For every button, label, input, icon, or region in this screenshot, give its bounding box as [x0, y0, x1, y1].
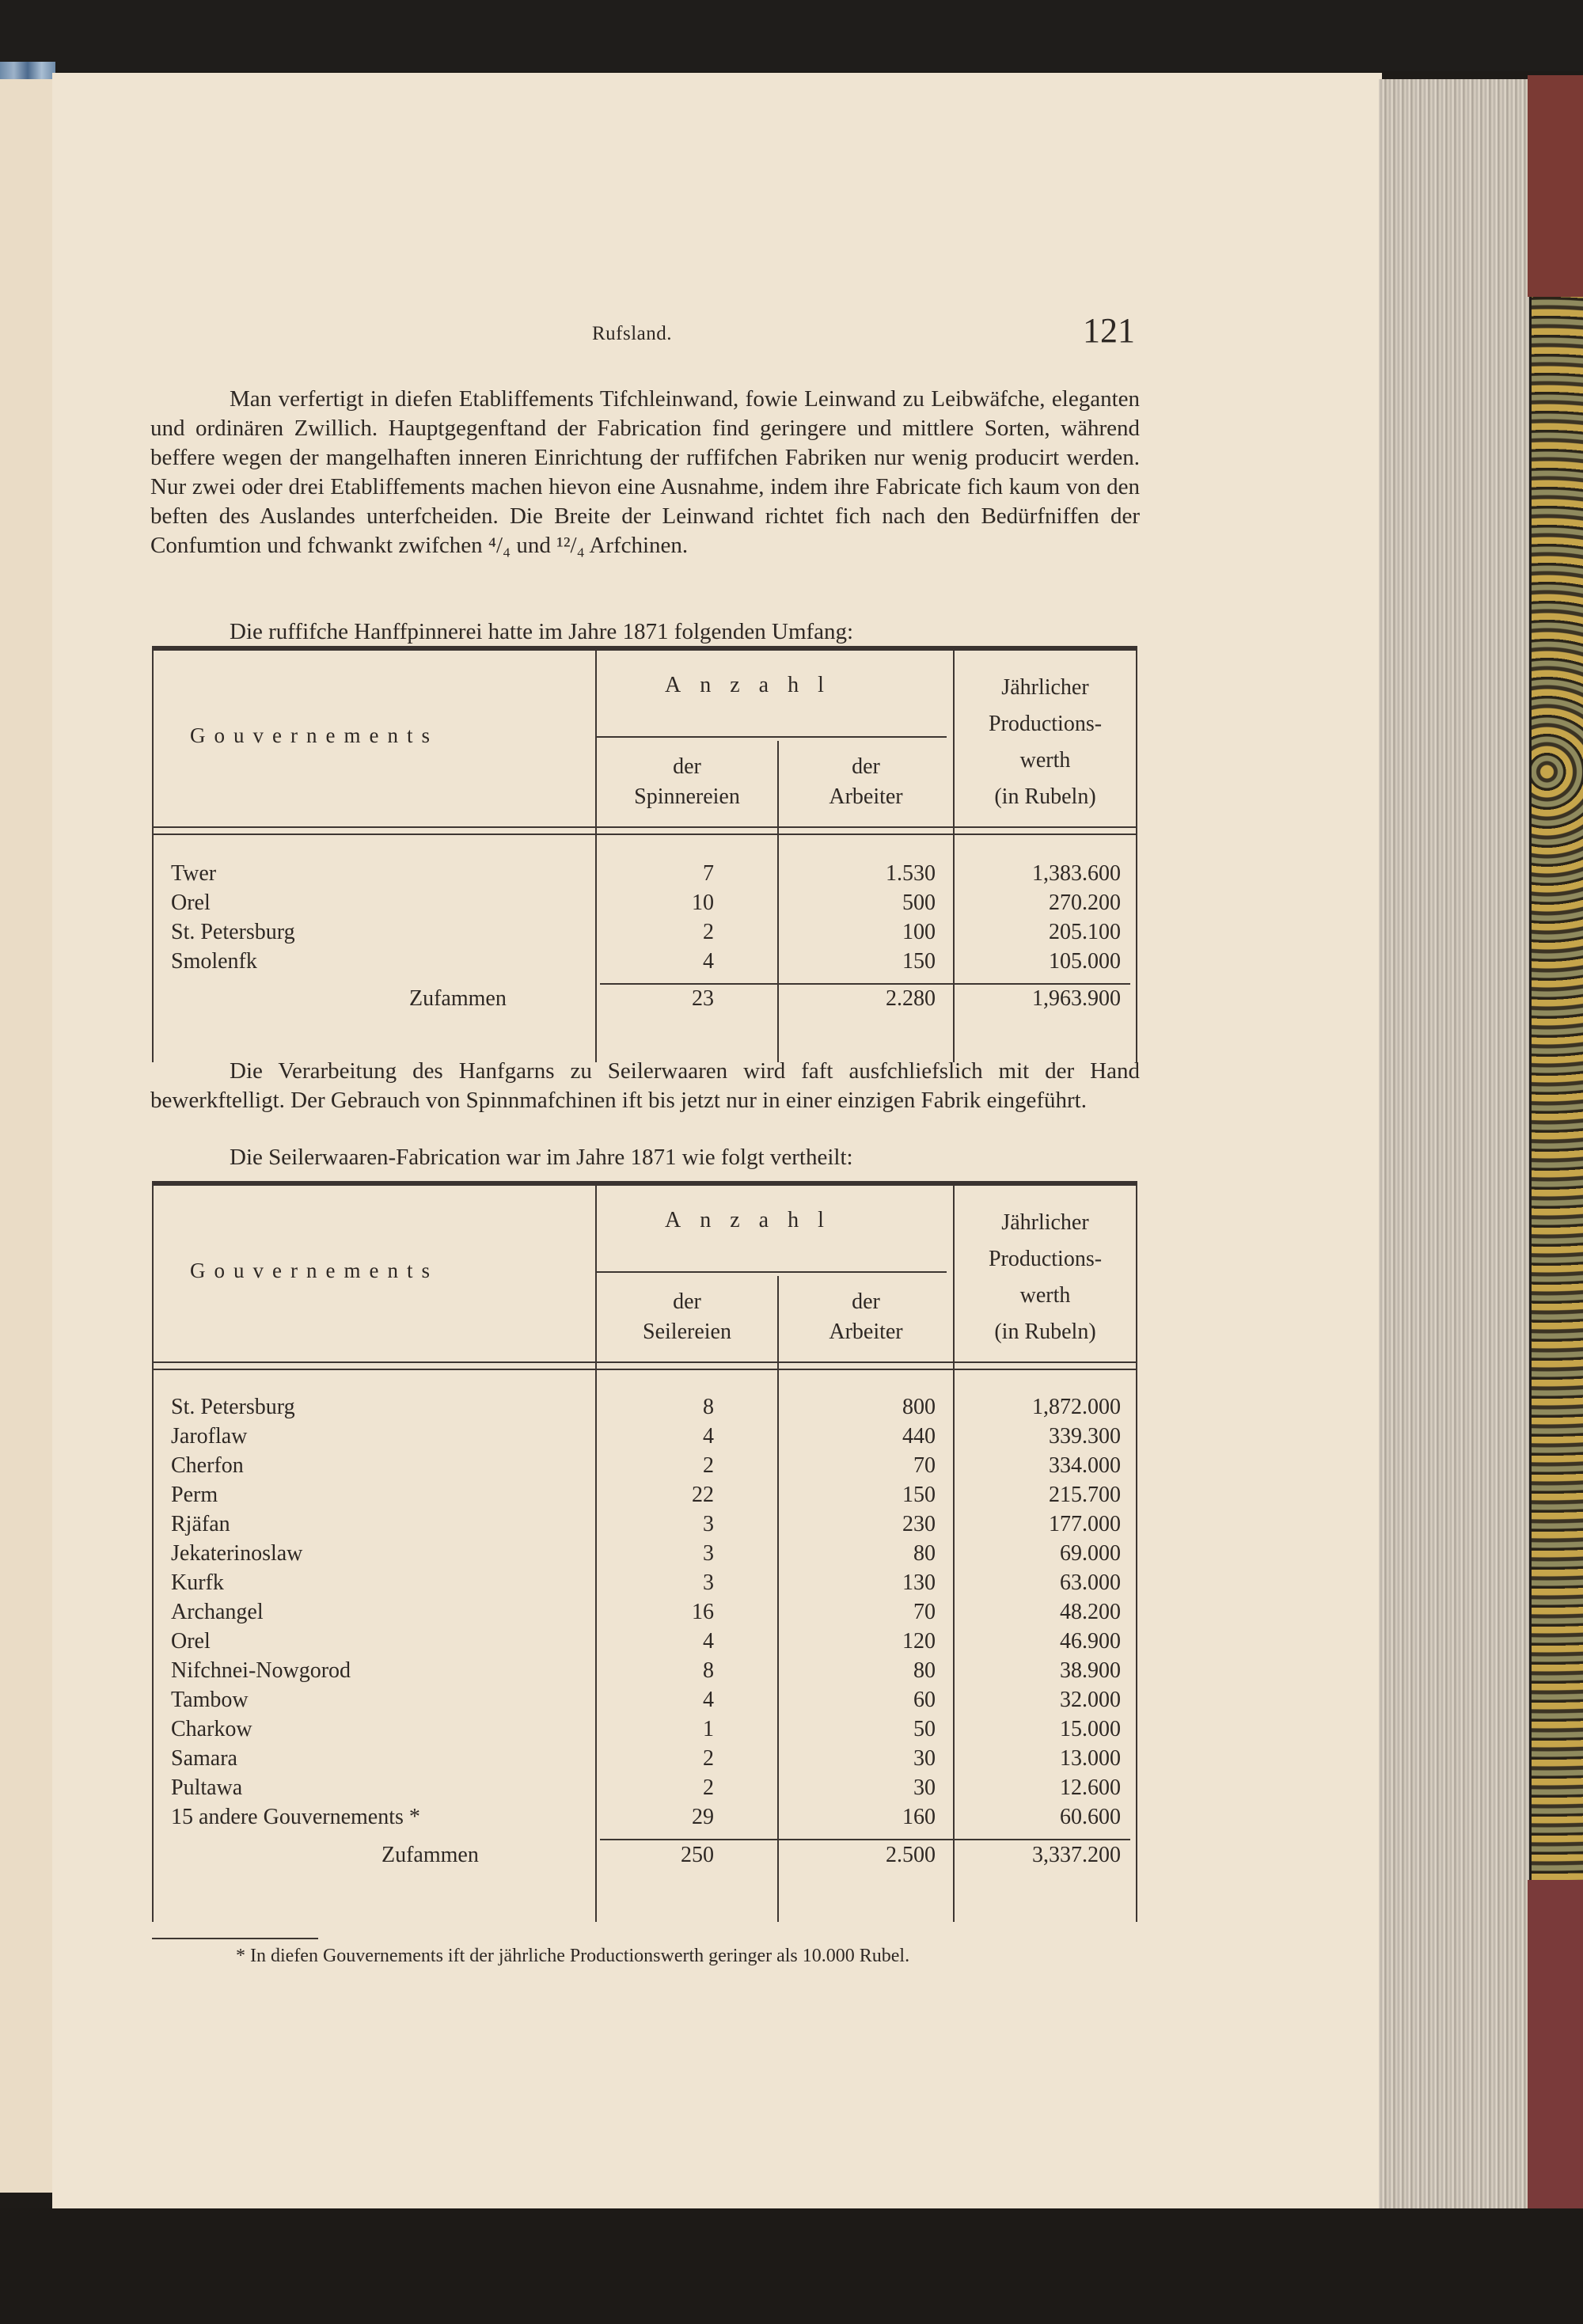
table-hemp-spinning — [152, 651, 1137, 1062]
table-rope-production — [152, 1186, 1137, 1922]
marbled-cover — [1532, 297, 1583, 1880]
background-top — [0, 0, 1583, 71]
table-row: Orel 10 500 270.200 — [171, 890, 1121, 915]
header-gouvernements: Gouvernements — [190, 1259, 438, 1282]
header-gouvernements: Gouvernements — [190, 723, 438, 747]
table-row: Samara 2 30 13.000 — [171, 1746, 1121, 1771]
header-anzahl: Anzahl — [665, 673, 843, 697]
paragraph-intro: Man verfertigt in diefen Etabliffements Tifchleinwand, fowie Leinwand zu Leibwäfche, eleganten und ordinären Zwillich. Hauptgegenftand der Fabrication find geringere und mittlere Sorten, während beffere wegen der mangelhaften inneren Einrichtung der ruffifchen Fabriken nur wenig producirt werden. Nur zwei oder drei Etabliffements machen hievon eine Ausnahme, indem ihre Fabricate fich kaum von den beften des Auslandes unterfcheiden. Die Breite der Leinwand richtet fich nach den Bedürfniffen der Confumtion und fchwankt zwifchen ⁴/₄ und ¹²/₄ Arfchinen. — [150, 386, 1140, 558]
book-headband — [0, 62, 55, 79]
header-arbeiter: der Arbeiter — [829, 1289, 903, 1344]
table-row: St. Petersburg 2 100 205.100 — [171, 920, 1121, 944]
header-productionswerth: Jährlicher Productions- werth (in Rubeln) — [988, 675, 1103, 809]
header-anzahl: Anzahl — [665, 1208, 843, 1232]
book-cover-corner — [1528, 75, 1583, 297]
paragraph-table1-caption: Die ruffifche Hanffpinnerei hatte im Jahre 1871 folgenden Umfang: — [230, 619, 854, 644]
paragraph-table2-caption: Die Seilerwaaren-Fabrication war im Jahre 1871 wie folgt vertheilt: — [230, 1145, 853, 1170]
table-row: Tambow 4 60 32.000 — [171, 1688, 1121, 1712]
table-row: Rjäfan 3 230 177.000 — [171, 1512, 1121, 1536]
table-row: Kurfk 3 130 63.000 — [171, 1570, 1121, 1595]
table-row: Nifchnei-Nowgorod 8 80 38.900 — [171, 1658, 1121, 1683]
header-seilereien: der Seilereien — [643, 1289, 731, 1344]
table-row: Jekaterinoslaw 3 80 69.000 — [171, 1541, 1121, 1566]
book-cover-corner-bottom — [1528, 1880, 1583, 2212]
paragraph-rope-making: Die Verarbeitung des Hanfgarns zu Seilerwaaren wird faft ausfchliefslich mit der Hand bewerkftelligt. Der Gebrauch von Spinnmafchinen ift bis jetzt nur in einer einzigen Fabrik eingeführt. — [150, 1058, 1140, 1113]
table-row: Archangel 16 70 48.200 — [171, 1600, 1121, 1624]
footnote: * In diefen Gouvernements ift der jährliche Productionswerth geringer als 10.000 Rubel. — [236, 1946, 910, 1966]
page-number: 121 — [1083, 311, 1135, 350]
table-row: 15 andere Gouvernements * 29 160 60.600 — [171, 1805, 1121, 1829]
page-fore-edge — [1379, 79, 1529, 2216]
header-productionswerth: Jährlicher Productions- werth (in Rubeln) — [988, 1210, 1103, 1344]
background-bottom — [0, 2208, 1583, 2324]
running-title: Rufsland. — [592, 323, 673, 344]
table-total-row: Zufammen 23 2.280 1,963.900 — [409, 986, 1121, 1011]
footnote-rule — [152, 1938, 318, 1939]
table-row: Pultawa 2 30 12.600 — [171, 1775, 1121, 1800]
table-row: Jaroflaw 4 440 339.300 — [171, 1424, 1121, 1449]
header-arbeiter: der Arbeiter — [829, 754, 903, 809]
table-row: Cherfon 2 70 334.000 — [171, 1453, 1121, 1478]
table-row: Twer 7 1.530 1,383.600 — [171, 861, 1121, 886]
table-row: Perm 22 150 215.700 — [171, 1483, 1121, 1507]
table-row: Orel 4 120 46.900 — [171, 1629, 1121, 1654]
left-page-edge — [0, 79, 55, 2193]
table-row: Smolenfk 4 150 105.000 — [171, 949, 1121, 974]
table-row: Charkow 1 50 15.000 — [171, 1717, 1121, 1741]
table-row: St. Petersburg 8 800 1,872.000 — [171, 1395, 1121, 1419]
table-total-row: Zufammen 250 2.500 3,337.200 — [382, 1843, 1121, 1867]
header-spinnereien: der Spinnereien — [634, 754, 740, 809]
